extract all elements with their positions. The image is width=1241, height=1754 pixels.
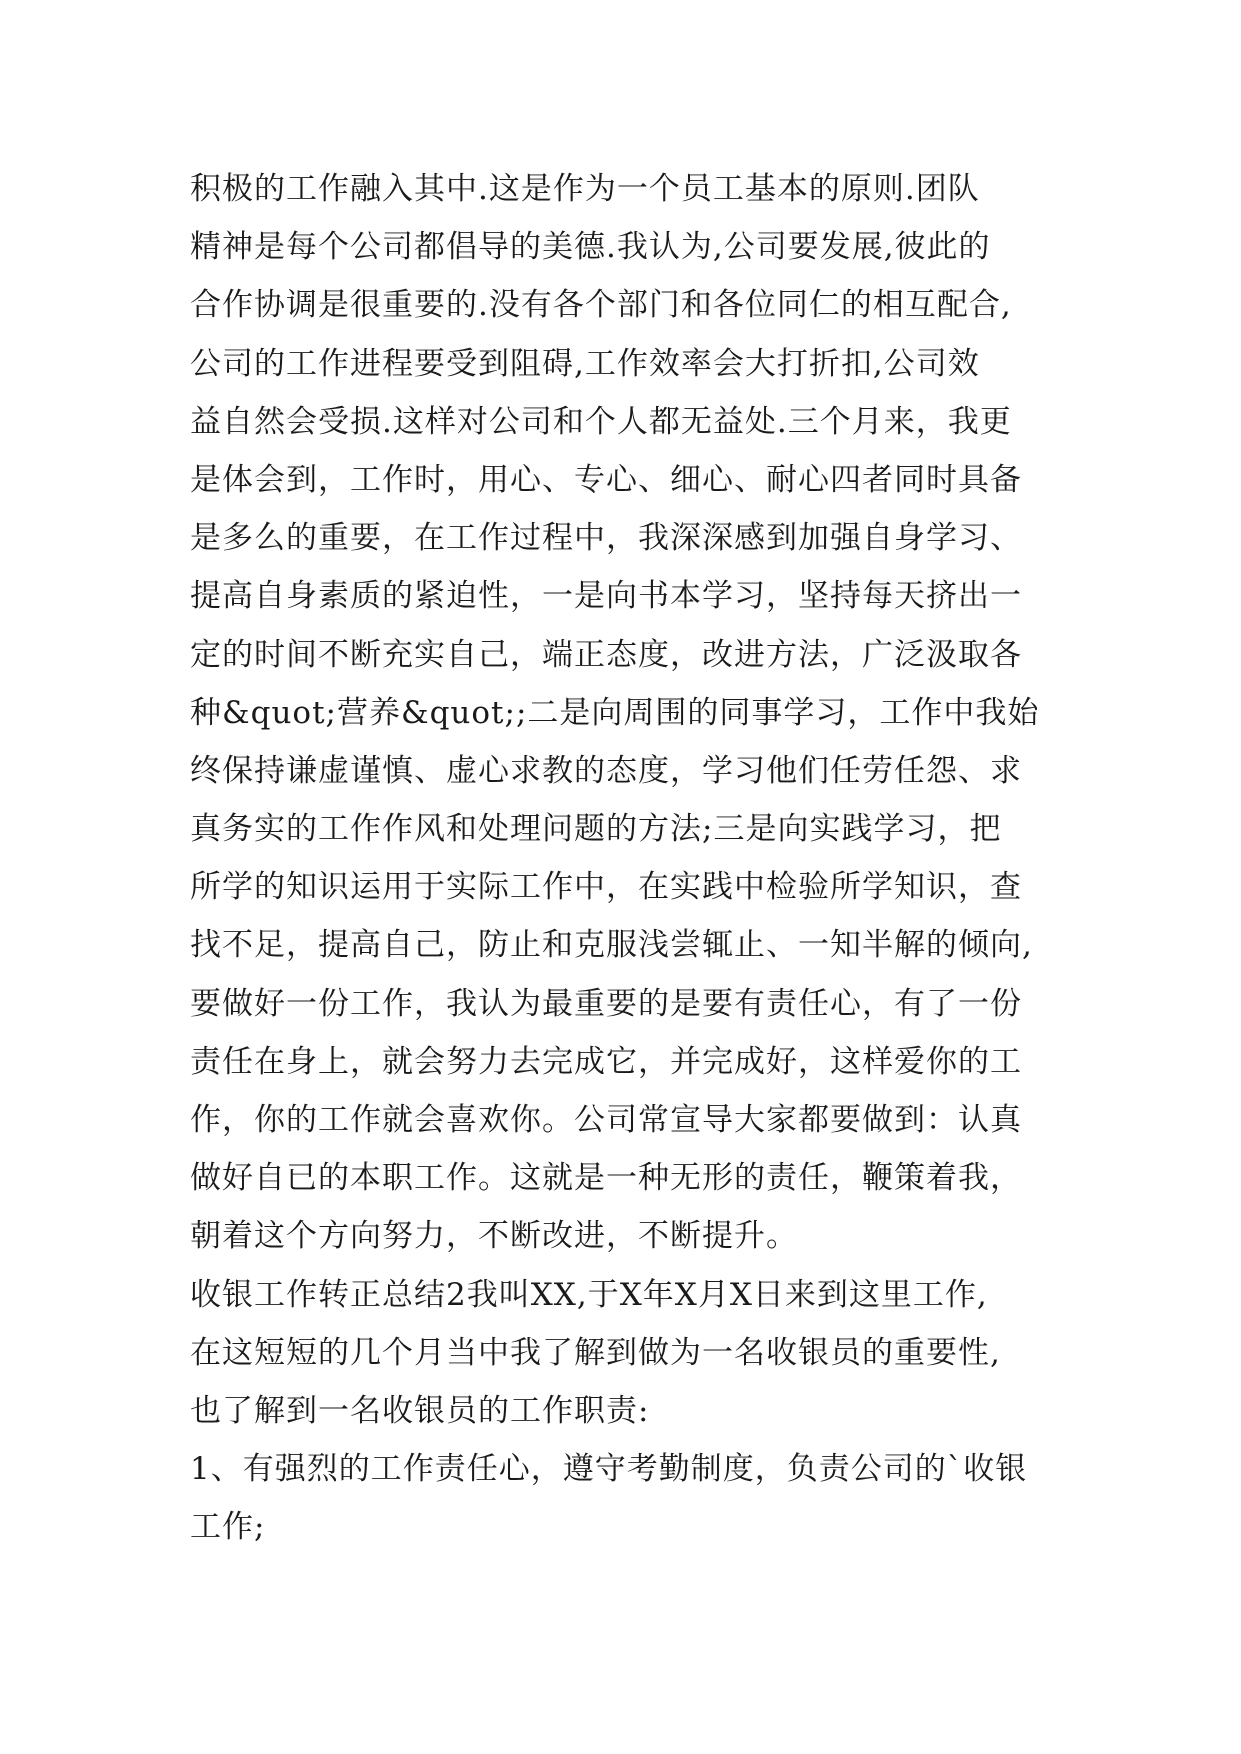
- text-line: 种&quot;营养&quot;;二是向周围的同事学习，工作中我始: [190, 694, 1040, 731]
- text-line: 做好自已的本职工作。这就是一种无形的责任，鞭策着我，: [190, 1160, 1022, 1197]
- text-line: 1、有强烈的工作责任心，遵守考勤制度，负责公司的`收银: [190, 1451, 1028, 1488]
- text-line: 精神是每个公司都倡导的美德.我认为,公司要发展,彼此的: [190, 229, 991, 266]
- text-line: 公司的工作进程要受到阻碍,工作效率会大打折扣,公司效: [190, 345, 980, 382]
- text-line: 在这短短的几个月当中我了解到做为一名收银员的重要性,: [190, 1334, 1001, 1371]
- text-line: 益自然会受损.这样对公司和个人都无益处.三个月来，我更: [190, 403, 1012, 440]
- text-line: 是多么的重要，在工作过程中，我深深感到加强自身学习、: [190, 520, 1022, 557]
- text-line: 责任在身上，就会努力去完成它，并完成好，这样爱你的工: [190, 1043, 1022, 1080]
- text-line: 作，你的工作就会喜欢你。公司常宣导大家都要做到：认真: [190, 1102, 1022, 1138]
- text-line: 是体会到，工作时，用心、专心、细心、耐心四者同时具备: [190, 461, 1022, 498]
- text-line: 工作;: [190, 1509, 266, 1546]
- text-line: 合作协调是很重要的.没有各个部门和各位同仁的相互配合,: [190, 287, 1012, 324]
- text-line: 所学的知识运用于实际工作中，在实践中检验所学知识，查: [190, 869, 1022, 906]
- text-line: 也了解到一名收银员的工作职责:: [190, 1392, 650, 1429]
- text-line: 找不足，提高自己，防止和克服浅尝辄止、一知半解的倾向,: [190, 927, 1033, 964]
- document-body: [190, 160, 1070, 1557]
- text-line: 朝着这个方向努力，不断改进，不断提升。: [190, 1218, 798, 1255]
- text-line: 积极的工作融入其中.这是作为一个员工基本的原则.团队: [190, 171, 980, 207]
- text-line: 要做好一份工作，我认为最重要的是要有责任心，有了一份: [190, 985, 1022, 1022]
- text-line: 定的时间不断充实自己，端正态度，改进方法，广泛汲取各: [190, 636, 1022, 673]
- text-line: 终保持谦虚谨慎、虚心求教的态度，学习他们任劳任怨、求: [190, 752, 1022, 789]
- text-line: 提高自身素质的紧迫性，一是向书本学习，坚持每天挤出一: [190, 578, 1022, 615]
- text-line: 真务实的工作作风和处理问题的方法;三是向实践学习，把: [190, 811, 1002, 848]
- text-line: 收银工作转正总结2我叫XX,于X年X月X日来到这里工作,: [190, 1276, 988, 1313]
